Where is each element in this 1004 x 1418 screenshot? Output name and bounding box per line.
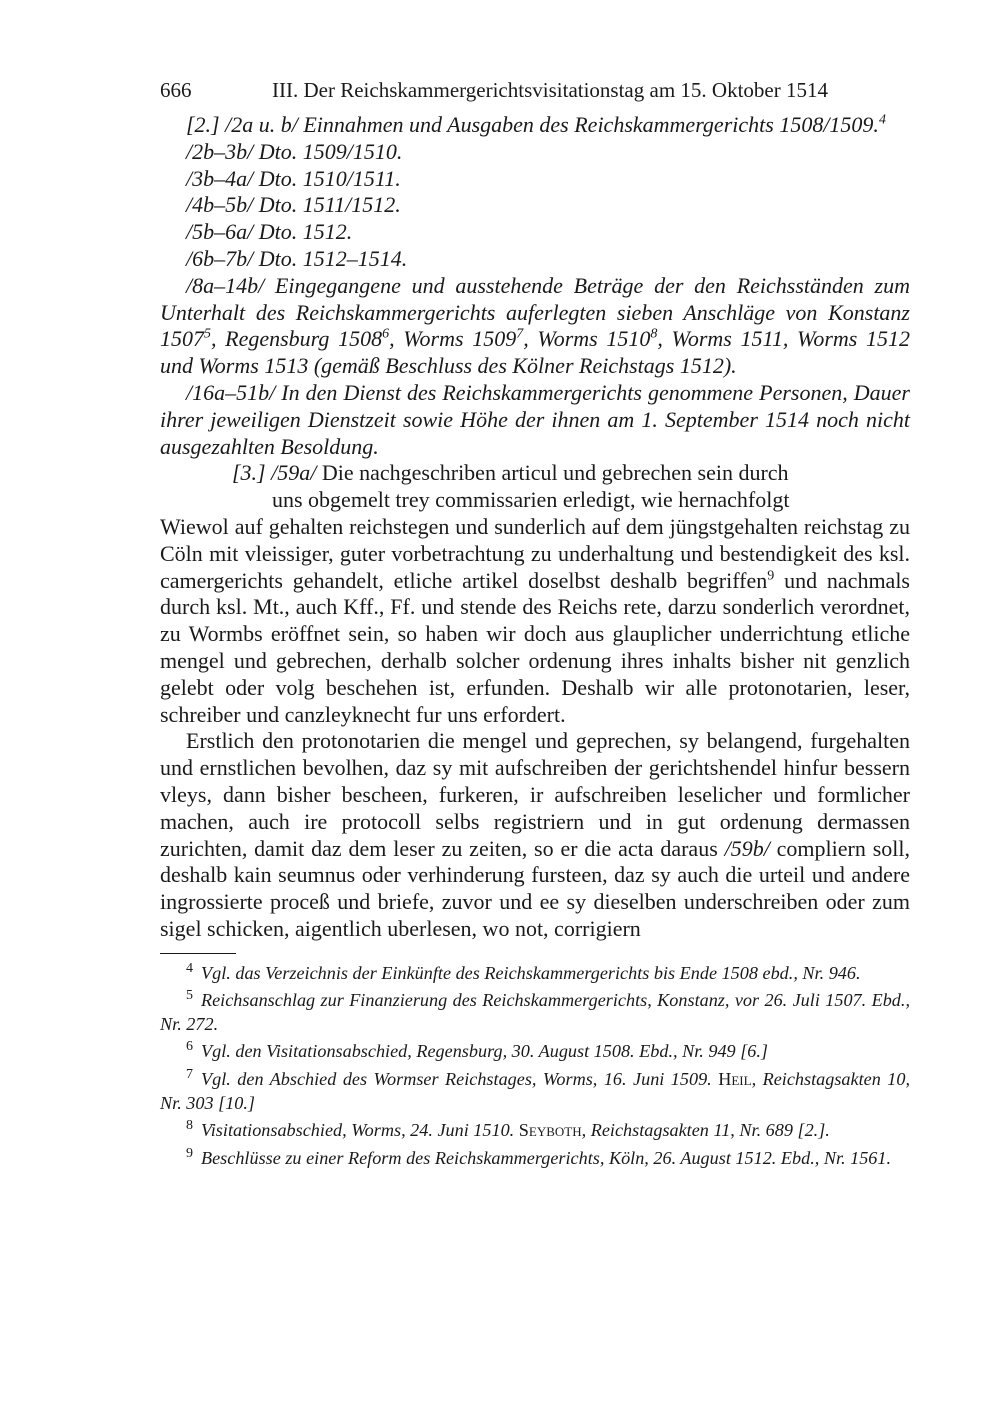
footnote-text (201, 1120, 830, 1140)
author-name: Seyboth (518, 1120, 582, 1141)
page-number: 666 (160, 78, 192, 102)
folio-marker: /59b/ (724, 835, 770, 861)
footnote-number: 6 (186, 1039, 193, 1055)
body-paragraph (160, 728, 910, 942)
author-name: Heil (718, 1069, 752, 1090)
toc-entry-text: [2.] /2a u. b/ Einnahmen und Ausgaben des Reichskammergerichts 1508/1509. (186, 112, 879, 137)
footnote-number: 7 (186, 1067, 193, 1083)
footnote-text-part: Vgl. den Abschied des Wormser Reichstages, Worms, 16. Juni 1509. (201, 1069, 719, 1090)
footnote-divider (160, 953, 236, 954)
main-text (160, 112, 910, 943)
section-heading-line: uns obgemelt trey commissarien erledigt, wie hernachfolgt (272, 487, 790, 513)
toc-entry: /2b–3b/ Dto. 1509/1510. (186, 138, 403, 164)
toc-entry: /5b–6a/ Dto. 1512. (186, 219, 353, 245)
footnote-number: 9 (186, 1145, 193, 1161)
footnote (160, 1119, 910, 1143)
footnote-text: Beschlüsse zu einer Reform des Reichskammergerichts, Köln, 26. August 1512. Ebd., Nr. 1561. (201, 1147, 892, 1168)
section-marker: [3.] /59a/ (232, 460, 317, 486)
footnote-ref[interactable]: 7 (516, 327, 524, 343)
footnote-text-part: , Reichstagsakten 11, Nr. 689 [2.]. (581, 1120, 830, 1141)
toc-text: /8a–14b/ Eingegangene und ausstehende Beträge der den Reichsständen zum Unterhalt des Reichskammergerichts auferlegten sieben Anschläge von Konstanz 1507 (160, 272, 910, 352)
footnote-number: 4 (186, 960, 193, 976)
section-heading-line (160, 460, 910, 487)
toc-text: , Worms 1511, Worms 1512 und Worms 1513 (gemäß Beschluss des Kölner Reichstags 1512). (160, 326, 910, 379)
toc-text: , Worms 1510 (523, 326, 651, 352)
section-heading (160, 460, 910, 514)
toc-paragraph (160, 273, 910, 380)
footnote (160, 989, 910, 1036)
footnotes (160, 962, 910, 1171)
toc-text: , Regensburg 1508 (211, 326, 383, 352)
toc-paragraph: /16a–51b/ In den Dienst des Reichskammergerichts genommene Personen, Dauer ihrer jeweiligen Dienstzeit sowie Höhe der ihnen am 1. September 1514 noch nicht ausgezahlten Besoldung. (160, 379, 910, 459)
section-heading-text: Die nachgeschriben articul und gebrechen sein durch (316, 460, 789, 486)
document-page (160, 78, 910, 1174)
footnote-text: Vgl. den Visitationsabschied, Regensburg, 30. August 1508. Ebd., Nr. 949 [6.] (201, 1041, 768, 1062)
footnote (160, 1040, 910, 1064)
body-paragraph (160, 514, 910, 728)
footnote-number: 8 (186, 1118, 193, 1134)
toc-entry: /3b–4a/ Dto. 1510/1511. (186, 165, 401, 191)
footnote-ref[interactable]: 6 (382, 327, 390, 343)
footnote-text: Vgl. das Verzeichnis der Einkünfte des Reichskammergerichts bis Ende 1508 ebd., Nr. 946. (201, 962, 861, 983)
body-text: und nachmals durch ksl. Mt., auch Kff., Ff. und stende des Reichs rete, darzu sonderlich verordnet, zu Wormbs eröffnet sein, so haben wir doch aus glauplicher underrichtung etliche mengel und gebrechen, derhalb solcher ordenung ihres inhalts bisher nit genzlich gelebt oder volg beschehen ist, erfunden. Deshalb wir alle protonotarien, leser, schreiber und canzleyknecht fur uns erfordert. (160, 567, 910, 727)
footnote-ref[interactable]: 5 (204, 327, 211, 343)
footnote-text: Reichsanschlag zur Finanzierung des Reichskammergerichts, Konstanz, vor 26. Juli 1507. Ebd., Nr. 272. (160, 990, 910, 1034)
toc-entry (160, 112, 910, 139)
toc-entry: /6b–7b/ Dto. 1512–1514. (186, 245, 408, 271)
toc-text: , Worms 1509 (389, 326, 517, 352)
body-text: Erstlich den protonotarien die mengel und geprechen, sy belangend, furgehalten und ernstlichen bevolhen, daz sy mit aufschreiben der gerichtshendel hinfur bessern vleys, dann bisher bescheen, furkeren, ir aufschreiben leselicher und formlicher machen, auch ire protocoll selbs registriern und in gut ordenung dermassen zurichten, damit daz dem leser zu zeiten, so er die acta daraus (160, 728, 910, 861)
toc-entry: /4b–5b/ Dto. 1511/1512. (186, 192, 401, 218)
footnote (160, 1147, 910, 1171)
footnote-ref[interactable]: 8 (650, 327, 658, 343)
running-head (160, 78, 910, 112)
footnote-ref[interactable]: 9 (767, 568, 775, 584)
footnote-text-part: Visitationsabschied, Worms, 24. Juni 1510. (201, 1120, 519, 1141)
running-title: III. Der Reichskammergerichtsvisitationstag am 15. Oktober 1514 (272, 78, 828, 102)
body-text: compliern soll, deshalb kain seumnus oder verhinderung fursteen, daz sy auch die urteil und andere ingrossierte proceß und briefe, zuvor und ee sy dieselben underschreiben oder zum sigel schicken, aigentlich uberlesen, wo not, corrigiern (160, 835, 910, 941)
body-text: Wiewol auf gehalten reichstegen und sunderlich auf dem jüngstgehalten reichstag zu Cöln mit vleissiger, guter vorbetrachtung zu underhaltung und bestendigkeit des ksl. camergerichts gehandelt, etliche artikel doselbst deshalb begriffen (160, 513, 910, 593)
footnote-text (160, 1069, 910, 1113)
footnote (160, 962, 910, 986)
footnote-text-part: , Reichstagsakten 10, Nr. 303 [10.] (160, 1069, 910, 1113)
footnote (160, 1068, 910, 1115)
footnote-number: 5 (186, 988, 193, 1004)
footnote-ref[interactable]: 4 (878, 112, 886, 128)
